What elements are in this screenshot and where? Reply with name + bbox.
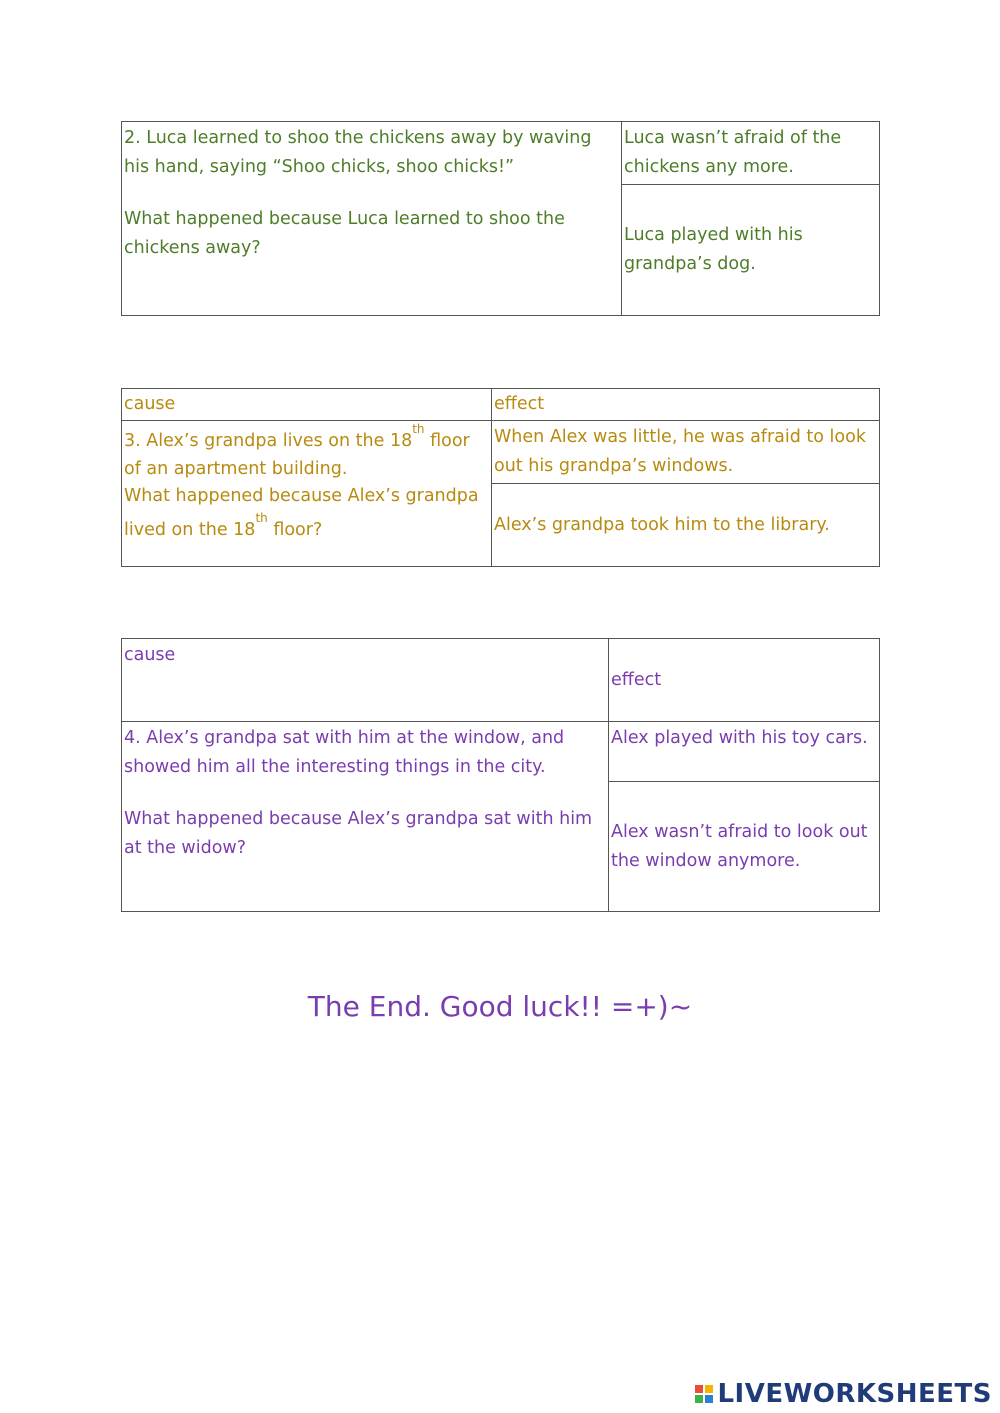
question-text: What happened because Luca learned to shoo the chickens away? bbox=[124, 209, 565, 258]
effect-option-b-text: Alex’s grandpa took him to the library. bbox=[494, 514, 830, 535]
effect-option-a-text: Luca wasn’t afraid of the chickens any more. bbox=[624, 128, 842, 177]
liveworksheets-logo bbox=[695, 1379, 992, 1409]
effect-option-b-text: Luca played with his grandpa’s dog. bbox=[624, 225, 803, 274]
cause-cell bbox=[122, 421, 492, 567]
header-cause: cause bbox=[122, 639, 609, 722]
effect-option-b[interactable] bbox=[492, 484, 880, 567]
cause-effect-table-4 bbox=[121, 638, 880, 912]
effect-option-a-text: When Alex was little, he was afraid to look out his grandpa’s windows. bbox=[494, 427, 866, 476]
effect-option-a-text: Alex played with his toy cars. bbox=[611, 728, 868, 748]
cause-cell bbox=[122, 722, 609, 912]
logo-text: LIVEWORKSHEETS bbox=[717, 1379, 992, 1409]
effect-option-b-text: Alex wasn’t afraid to look out the window anymore. bbox=[611, 821, 868, 871]
cause-effect-table-3 bbox=[121, 388, 880, 567]
effect-option-b[interactable] bbox=[622, 185, 880, 316]
effect-option-a[interactable] bbox=[609, 722, 880, 782]
cause-text: 4. Alex’s grandpa sat with him at the window, and showed him all the interesting things in the city. bbox=[124, 728, 565, 777]
header-effect: effect bbox=[492, 389, 880, 421]
cause-text: 3. Alex’s grandpa lives on the 18th floor of an apartment building. bbox=[124, 422, 470, 479]
cause-cell bbox=[122, 122, 622, 316]
header-cause: cause bbox=[122, 389, 492, 421]
effect-option-b[interactable] bbox=[609, 782, 880, 912]
effect-option-a[interactable] bbox=[622, 122, 880, 185]
effect-option-a[interactable] bbox=[492, 421, 880, 484]
cause-text: 2. Luca learned to shoo the chickens away by waving his hand, saying “Shoo chicks, shoo chicks!” bbox=[124, 128, 592, 177]
closing-text: The End. Good luck!! =+)~ bbox=[307, 990, 693, 1023]
question-text: What happened because Alex’s grandpa sat with him at the widow? bbox=[124, 809, 593, 858]
question-text: What happened because Alex’s grandpa lived on the 18th floor? bbox=[124, 486, 479, 540]
cause-effect-table-2 bbox=[121, 121, 880, 316]
logo-grid-icon bbox=[695, 1385, 713, 1403]
header-effect: effect bbox=[609, 639, 880, 722]
